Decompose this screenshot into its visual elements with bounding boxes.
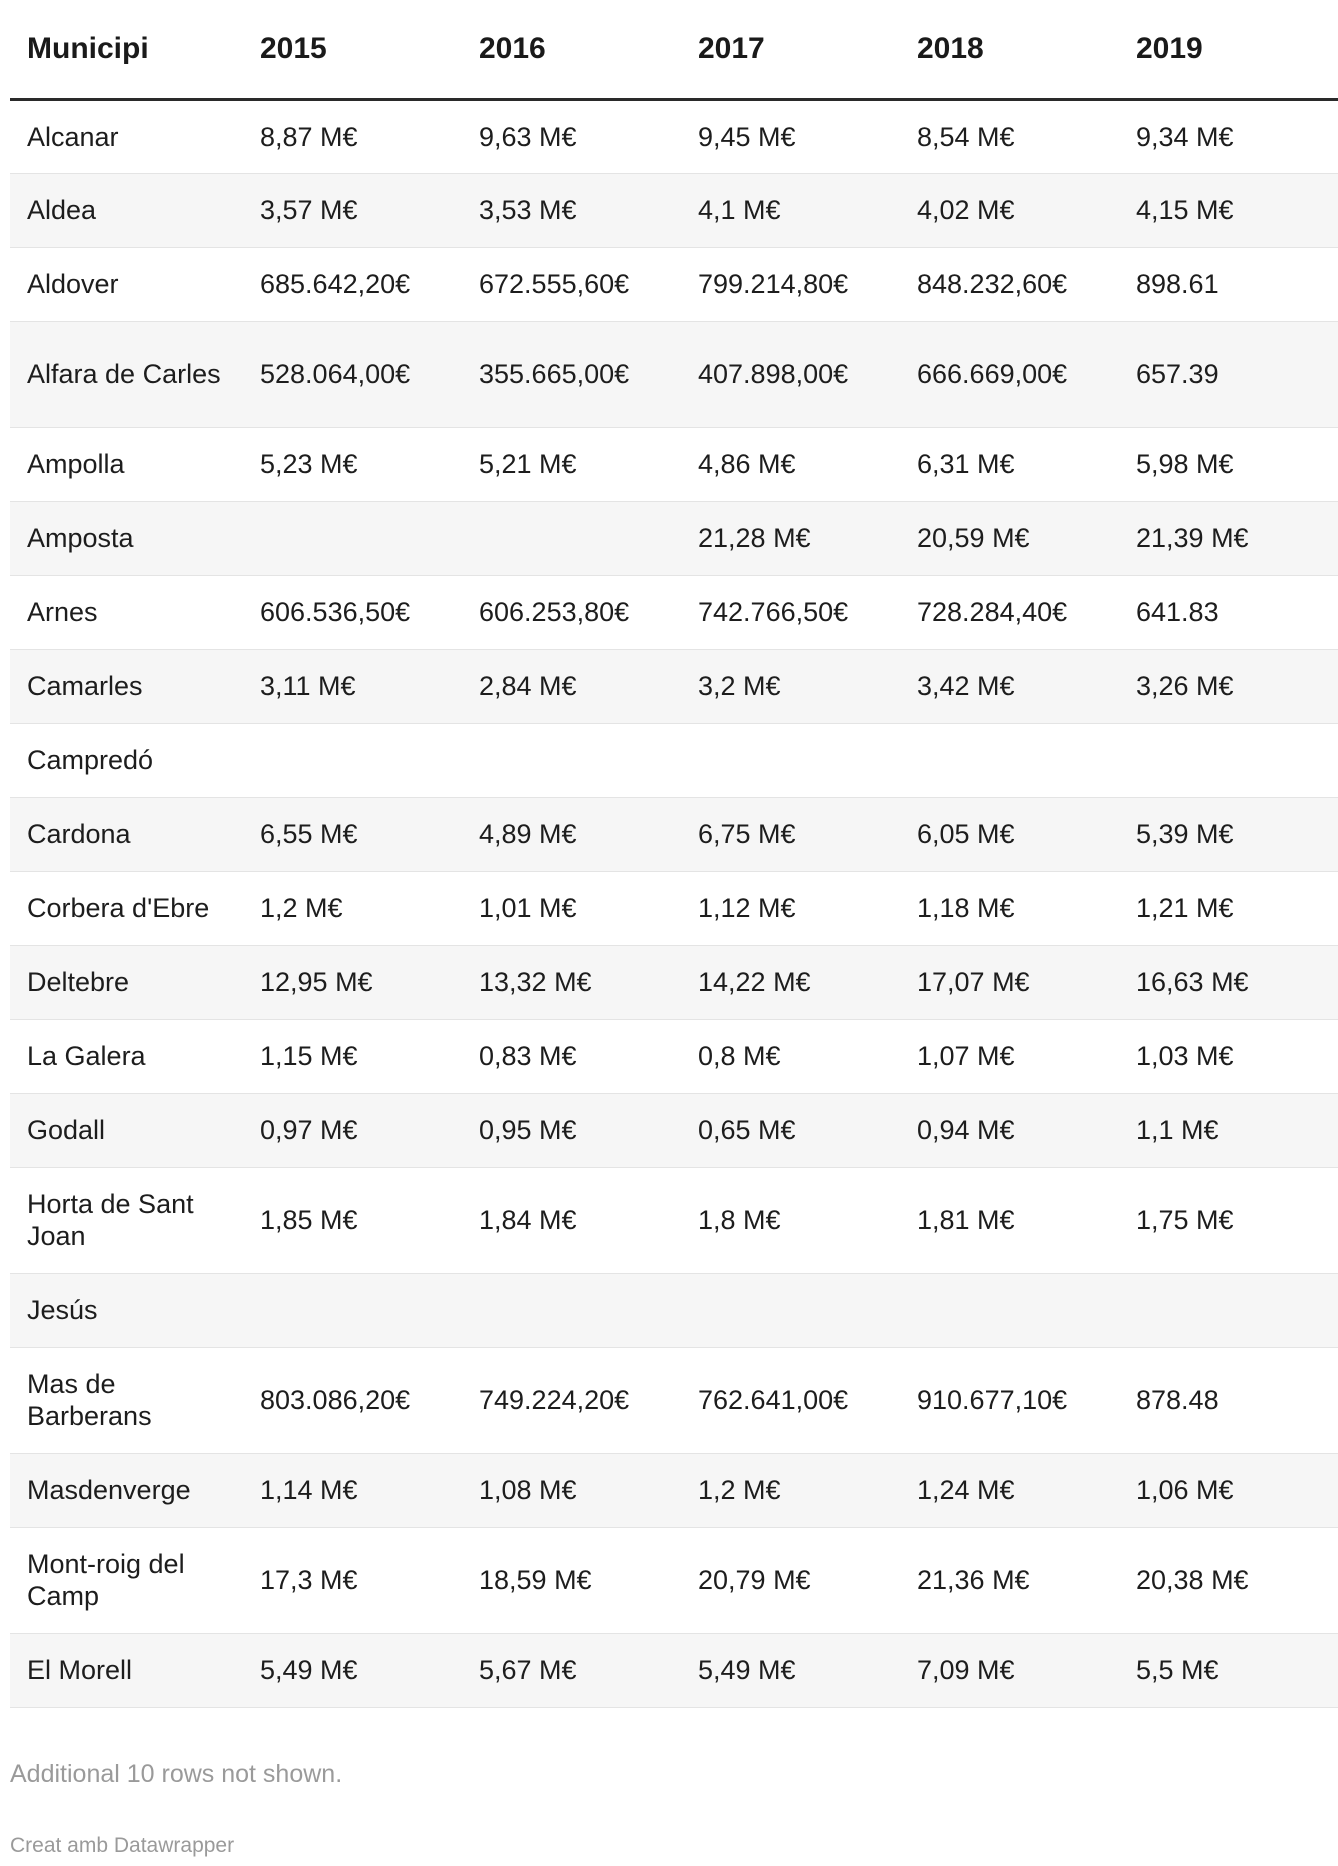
cell-2017: 5,49 M€	[681, 1633, 900, 1707]
table-container	[10, 0, 1249, 1760]
cell-municipi: Masdenverge	[10, 1453, 243, 1527]
cell-2019: 1,1 M€	[1119, 1093, 1338, 1167]
cell-2016: 1,84 M€	[462, 1167, 681, 1273]
cell-2016: 5,21 M€	[462, 427, 681, 501]
cell-2019: 641.83	[1119, 575, 1338, 649]
cell-2019: 5,98 M€	[1119, 427, 1338, 501]
datawrapper-credit[interactable]: Creat amb Datawrapper	[10, 1834, 235, 1857]
cell-municipi: Horta de Sant Joan	[10, 1167, 243, 1273]
cell-2016: 749.224,20€	[462, 1347, 681, 1453]
cell-2019: 657.39	[1119, 321, 1338, 427]
cell-2015: 528.064,00€	[243, 321, 462, 427]
table-row	[10, 173, 1338, 247]
table-row	[10, 99, 1338, 173]
cell-2017: 20,79 M€	[681, 1527, 900, 1633]
cell-2015: 1,2 M€	[243, 871, 462, 945]
table-row	[10, 321, 1338, 427]
cell-municipi: Mas de Barberans	[10, 1347, 243, 1453]
table-row	[10, 575, 1338, 649]
table-row	[10, 797, 1338, 871]
cell-2016: 0,83 M€	[462, 1019, 681, 1093]
table-row	[10, 247, 1338, 321]
cell-municipi: Alfara de Carles	[10, 321, 243, 427]
cell-2019: 878.48	[1119, 1347, 1338, 1453]
cell-2016: 672.555,60€	[462, 247, 681, 321]
cell-municipi: Corbera d'Ebre	[10, 871, 243, 945]
cell-2017: 14,22 M€	[681, 945, 900, 1019]
cell-2017: 762.641,00€	[681, 1347, 900, 1453]
cell-municipi: Cardona	[10, 797, 243, 871]
cell-2017: 4,86 M€	[681, 427, 900, 501]
cell-2019: 1,03 M€	[1119, 1019, 1338, 1093]
cell-municipi: Godall	[10, 1093, 243, 1167]
cell-2019: 898.61	[1119, 247, 1338, 321]
cell-2015: 803.086,20€	[243, 1347, 462, 1453]
cell-2016: 1,08 M€	[462, 1453, 681, 1527]
cell-2018: 3,42 M€	[900, 649, 1119, 723]
cell-2018: 6,31 M€	[900, 427, 1119, 501]
cell-2018: 17,07 M€	[900, 945, 1119, 1019]
cell-2019: 16,63 M€	[1119, 945, 1338, 1019]
cell-2019: 1,21 M€	[1119, 871, 1338, 945]
table-row	[10, 723, 1338, 797]
cell-2015: 17,3 M€	[243, 1527, 462, 1633]
cell-2019: 4,15 M€	[1119, 173, 1338, 247]
cell-municipi: Aldea	[10, 173, 243, 247]
cell-2015: 1,14 M€	[243, 1453, 462, 1527]
table-row	[10, 501, 1338, 575]
cell-2016: 18,59 M€	[462, 1527, 681, 1633]
cell-2019	[1119, 1273, 1338, 1347]
cell-municipi: Amposta	[10, 501, 243, 575]
cell-2015: 3,11 M€	[243, 649, 462, 723]
cell-2019: 5,39 M€	[1119, 797, 1338, 871]
cell-2017: 4,1 M€	[681, 173, 900, 247]
cell-2016: 0,95 M€	[462, 1093, 681, 1167]
cell-2017: 407.898,00€	[681, 321, 900, 427]
cell-municipi: Jesús	[10, 1273, 243, 1347]
cell-2017: 742.766,50€	[681, 575, 900, 649]
cell-2015	[243, 501, 462, 575]
cell-2019: 1,75 M€	[1119, 1167, 1338, 1273]
table-row	[10, 1453, 1338, 1527]
cell-2017: 6,75 M€	[681, 797, 900, 871]
cell-2017: 9,45 M€	[681, 99, 900, 173]
column-header-2016[interactable]: 2016	[462, 0, 681, 99]
table-row	[10, 427, 1338, 501]
table-row	[10, 1167, 1338, 1273]
cell-2016	[462, 723, 681, 797]
table-row	[10, 871, 1338, 945]
column-header-municipi[interactable]: Municipi	[10, 0, 243, 99]
cell-2019: 20,38 M€	[1119, 1527, 1338, 1633]
cell-2018: 1,07 M€	[900, 1019, 1119, 1093]
cell-2015	[243, 1273, 462, 1347]
cell-2018: 8,54 M€	[900, 99, 1119, 173]
cell-2017: 3,2 M€	[681, 649, 900, 723]
cell-2019: 9,34 M€	[1119, 99, 1338, 173]
cell-2015	[243, 723, 462, 797]
cell-2015: 0,97 M€	[243, 1093, 462, 1167]
cell-2016: 9,63 M€	[462, 99, 681, 173]
cell-2017: 1,12 M€	[681, 871, 900, 945]
cell-2018: 1,24 M€	[900, 1453, 1119, 1527]
cell-2017: 0,8 M€	[681, 1019, 900, 1093]
cell-2017: 1,2 M€	[681, 1453, 900, 1527]
cell-municipi: Ampolla	[10, 427, 243, 501]
cell-2018: 666.669,00€	[900, 321, 1119, 427]
cell-2019: 3,26 M€	[1119, 649, 1338, 723]
cell-2016: 2,84 M€	[462, 649, 681, 723]
table-row	[10, 945, 1338, 1019]
cell-2016: 3,53 M€	[462, 173, 681, 247]
cell-2015: 1,15 M€	[243, 1019, 462, 1093]
cell-2016	[462, 501, 681, 575]
cell-2018: 20,59 M€	[900, 501, 1119, 575]
cell-municipi: Mont-roig del Camp	[10, 1527, 243, 1633]
cell-2018: 6,05 M€	[900, 797, 1119, 871]
cell-2019: 1,06 M€	[1119, 1453, 1338, 1527]
cell-2017: 21,28 M€	[681, 501, 900, 575]
cell-2018: 848.232,60€	[900, 247, 1119, 321]
cell-2015: 5,49 M€	[243, 1633, 462, 1707]
cell-2017: 1,8 M€	[681, 1167, 900, 1273]
cell-2016: 4,89 M€	[462, 797, 681, 871]
cell-municipi: Campredó	[10, 723, 243, 797]
cell-2016: 13,32 M€	[462, 945, 681, 1019]
table-row	[10, 1527, 1338, 1633]
table-row	[10, 1273, 1338, 1347]
cell-2018: 1,18 M€	[900, 871, 1119, 945]
column-header-2015[interactable]: 2015	[243, 0, 462, 99]
cell-2015: 3,57 M€	[243, 173, 462, 247]
cell-2016: 355.665,00€	[462, 321, 681, 427]
cell-2018: 728.284,40€	[900, 575, 1119, 649]
rows-not-shown-note: Additional 10 rows not shown.	[10, 1760, 343, 1788]
table-row	[10, 1093, 1338, 1167]
cell-2015: 12,95 M€	[243, 945, 462, 1019]
data-table	[10, 0, 1338, 1708]
cell-2018	[900, 1273, 1119, 1347]
cell-2019: 5,5 M€	[1119, 1633, 1338, 1707]
cell-2016: 5,67 M€	[462, 1633, 681, 1707]
cell-municipi: Deltebre	[10, 945, 243, 1019]
cell-2018: 910.677,10€	[900, 1347, 1119, 1453]
table-body	[10, 99, 1338, 1707]
cell-municipi: La Galera	[10, 1019, 243, 1093]
cell-2015: 8,87 M€	[243, 99, 462, 173]
cell-2016	[462, 1273, 681, 1347]
cell-2015: 685.642,20€	[243, 247, 462, 321]
table-row	[10, 1019, 1338, 1093]
table-header-row	[10, 0, 1338, 99]
cell-2015: 6,55 M€	[243, 797, 462, 871]
cell-2016: 606.253,80€	[462, 575, 681, 649]
cell-2018: 0,94 M€	[900, 1093, 1119, 1167]
cell-2015: 606.536,50€	[243, 575, 462, 649]
cell-2017	[681, 1273, 900, 1347]
cell-2018	[900, 723, 1119, 797]
column-header-2018[interactable]: 2018	[900, 0, 1119, 99]
cell-2017	[681, 723, 900, 797]
cell-2019: 21,39 M€	[1119, 501, 1338, 575]
cell-municipi: Camarles	[10, 649, 243, 723]
cell-2015: 1,85 M€	[243, 1167, 462, 1273]
table-row	[10, 1347, 1338, 1453]
cell-municipi: Alcanar	[10, 99, 243, 173]
column-header-2019[interactable]: 2019	[1119, 0, 1338, 99]
cell-2015: 5,23 M€	[243, 427, 462, 501]
cell-municipi: El Morell	[10, 1633, 243, 1707]
cell-2016: 1,01 M€	[462, 871, 681, 945]
cell-2018: 4,02 M€	[900, 173, 1119, 247]
cell-2018: 21,36 M€	[900, 1527, 1119, 1633]
cell-2017: 0,65 M€	[681, 1093, 900, 1167]
table-row	[10, 649, 1338, 723]
cell-municipi: Aldover	[10, 247, 243, 321]
cell-2018: 7,09 M€	[900, 1633, 1119, 1707]
column-header-2017[interactable]: 2017	[681, 0, 900, 99]
cell-2018: 1,81 M€	[900, 1167, 1119, 1273]
cell-2019	[1119, 723, 1338, 797]
cell-2017: 799.214,80€	[681, 247, 900, 321]
cell-municipi: Arnes	[10, 575, 243, 649]
table-row	[10, 1633, 1338, 1707]
